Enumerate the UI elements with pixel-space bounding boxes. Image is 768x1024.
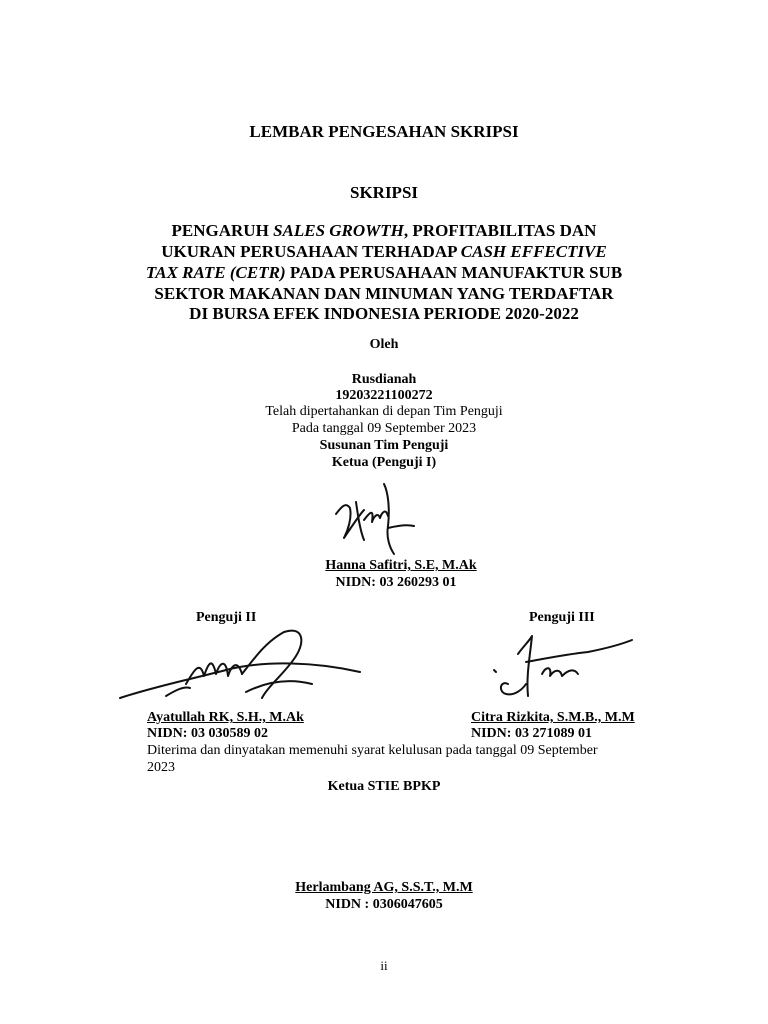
title-text: PADA PERUSAHAAN MANUFAKTUR SUB (285, 263, 623, 282)
thesis-title-line-1 (0, 221, 768, 240)
title-text: PENGARUH (171, 221, 274, 240)
chair-signature (330, 478, 430, 558)
examiner3-nidn: NIDN: 03 271089 01 (471, 726, 592, 741)
acceptance-statement: Diterima dan dinyatakan memenuhi syarat kelulusan pada tanggal 09 September (147, 743, 598, 758)
chair-nidn: NIDN: 03 260293 01 (335, 575, 457, 590)
examiner3-name: Citra Rizkita, S.M.B., M.M (471, 710, 635, 725)
title-italic-text: CASH EFFECTIVE (460, 242, 607, 261)
examiner2-name: Ayatullah RK, S.H., M.Ak (147, 710, 304, 725)
by-label: Oleh (369, 337, 399, 352)
committee-label: Susunan Tim Penguji (319, 438, 449, 453)
examiner3-role: Penguji III (529, 610, 595, 625)
title-italic-text: SALES GROWTH (273, 221, 404, 240)
examiner2-role: Penguji II (196, 610, 257, 625)
defended-statement: Telah dipertahankan di depan Tim Penguji (265, 404, 503, 419)
chair-role: Ketua (Penguji I) (331, 455, 437, 470)
document-type: SKRIPSI (349, 183, 419, 202)
author-name: Rusdianah (351, 372, 417, 387)
examiner3-signature (488, 632, 638, 708)
head-name: Herlambang AG, S.S.T., M.M (295, 880, 473, 895)
title-italic-text: TAX RATE (CETR) (145, 263, 286, 282)
head-nidn: NIDN : 0306047605 (325, 897, 443, 912)
title-text: , PROFITABILITAS DAN (403, 221, 597, 240)
thesis-title-line-4: SEKTOR MAKANAN DAN MINUMAN YANG TERDAFTAR (154, 284, 614, 303)
examiner2-signature (116, 626, 366, 706)
title-text: UKURAN PERUSAHAAN TERHADAP (161, 242, 461, 261)
defense-date: Pada tanggal 09 September 2023 (291, 421, 477, 436)
examiner2-nidn: NIDN: 03 030589 02 (147, 726, 268, 741)
page-number: ii (380, 958, 388, 973)
thesis-title-line-3 (0, 263, 768, 282)
thesis-title-line-5: DI BURSA EFEK INDONESIA PERIODE 2020-2022 (189, 304, 579, 323)
student-id: 19203221100272 (335, 388, 433, 403)
thesis-title-line-2 (0, 242, 768, 261)
chair-name: Hanna Safitri, S.E, M.Ak (325, 558, 477, 573)
page-heading: LEMBAR PENGESAHAN SKRIPSI (249, 122, 519, 141)
acceptance-year: 2023 (147, 760, 175, 775)
head-role: Ketua STIE BPKP (327, 779, 441, 794)
